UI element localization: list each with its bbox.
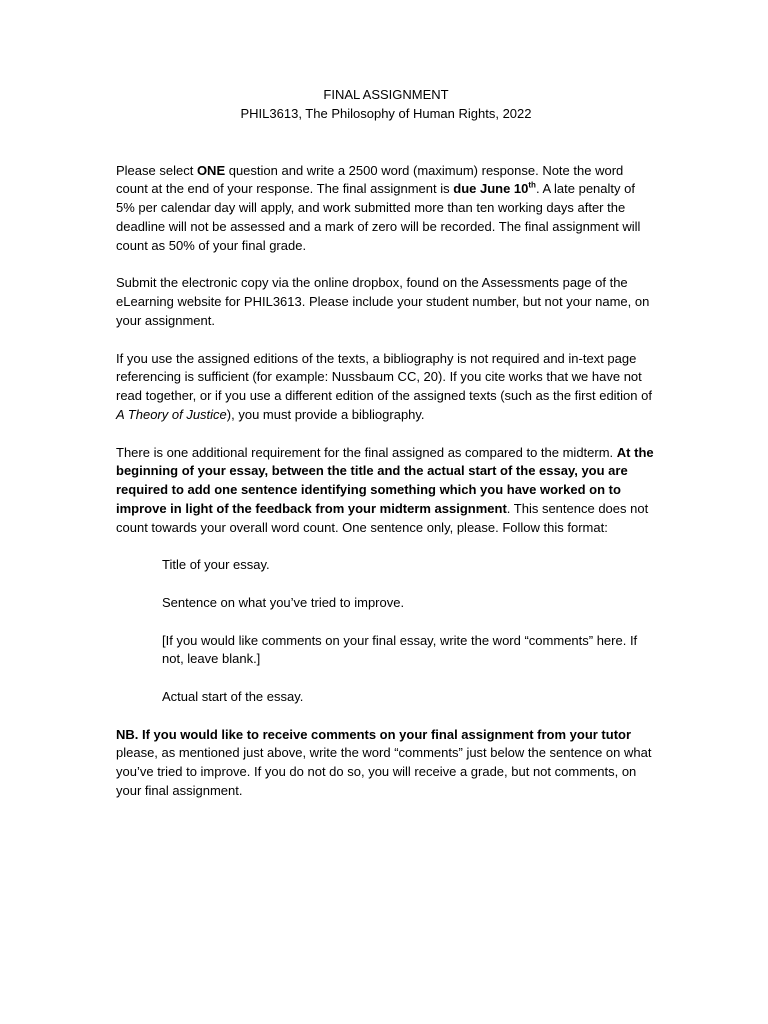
due-date: due June 10th <box>453 181 536 197</box>
text-run: Please select <box>116 162 197 178</box>
format-line-sentence: Sentence on what you’ve tried to improve. <box>162 594 405 610</box>
superscript: th <box>528 181 536 191</box>
text-run: . A late penalty of 5% per calendar day will apply, and work submitted more than ten working days after the deadline will not be assessed and a mark of zero will be recorded. The final assignment will count as 50% of your final grade. <box>116 181 641 253</box>
italic-run: A Theory of Justice <box>116 406 227 422</box>
paragraph-submission: Submit the electronic copy via the online dropbox, found on the Assessments page of the eLearning website for PHIL3613. Please include your student number, but not your name, on your assignment. <box>116 275 650 328</box>
paragraph-bibliography <box>116 350 656 425</box>
format-line-comments: [If you would like comments on your final essay, write the word “comments” here. If not, leave blank.] <box>162 632 638 667</box>
text-run: There is one additional requirement for the final assigned as compared to the midterm. <box>116 444 617 460</box>
paragraph-nb <box>116 726 656 801</box>
document-subtitle: PHIL3613, The Philosophy of Human Rights, 2022 <box>240 105 532 121</box>
bold-run: NB. If you would like to receive comments on your final assignment from your tutor <box>116 726 632 742</box>
text-run: question and write a 2500 word (maximum) response. Note the word count at the end of your response. The final assignment is <box>116 162 624 197</box>
format-line-title: Title of your essay. <box>162 557 270 573</box>
bold-run: At the beginning of your essay, between the title and the actual start of the essay, you are required to add one sentence identifying something which you have worked on to improve in light of the feedback from your midterm assignment <box>116 444 654 516</box>
text-run: If you use the assigned editions of the texts, a bibliography is not required and in-text page referencing is sufficient (for example: Nussbaum CC, 20). If you cite works that we have not read together, or if you use a different edition of the assigned texts (such as the first edition of <box>116 350 652 404</box>
text-run: ), you must provide a bibliography. <box>226 406 425 422</box>
paragraph-instructions <box>116 162 656 256</box>
paragraph-requirement <box>116 444 656 538</box>
format-line-start: Actual start of the essay. <box>162 688 304 704</box>
document-page <box>116 86 656 819</box>
text-run: . This sentence does not count towards your overall word count. One sentence only, please. Follow this format: <box>116 500 649 535</box>
bold-run: ONE <box>196 162 226 178</box>
text-run: please, as mentioned just above, write the word “comments” just below the sentence on what you’ve tried to improve. If you do not do so, you will receive a grade, but not comments, on your final assignment. <box>116 745 652 798</box>
document-title: FINAL ASSIGNMENT <box>323 87 449 102</box>
